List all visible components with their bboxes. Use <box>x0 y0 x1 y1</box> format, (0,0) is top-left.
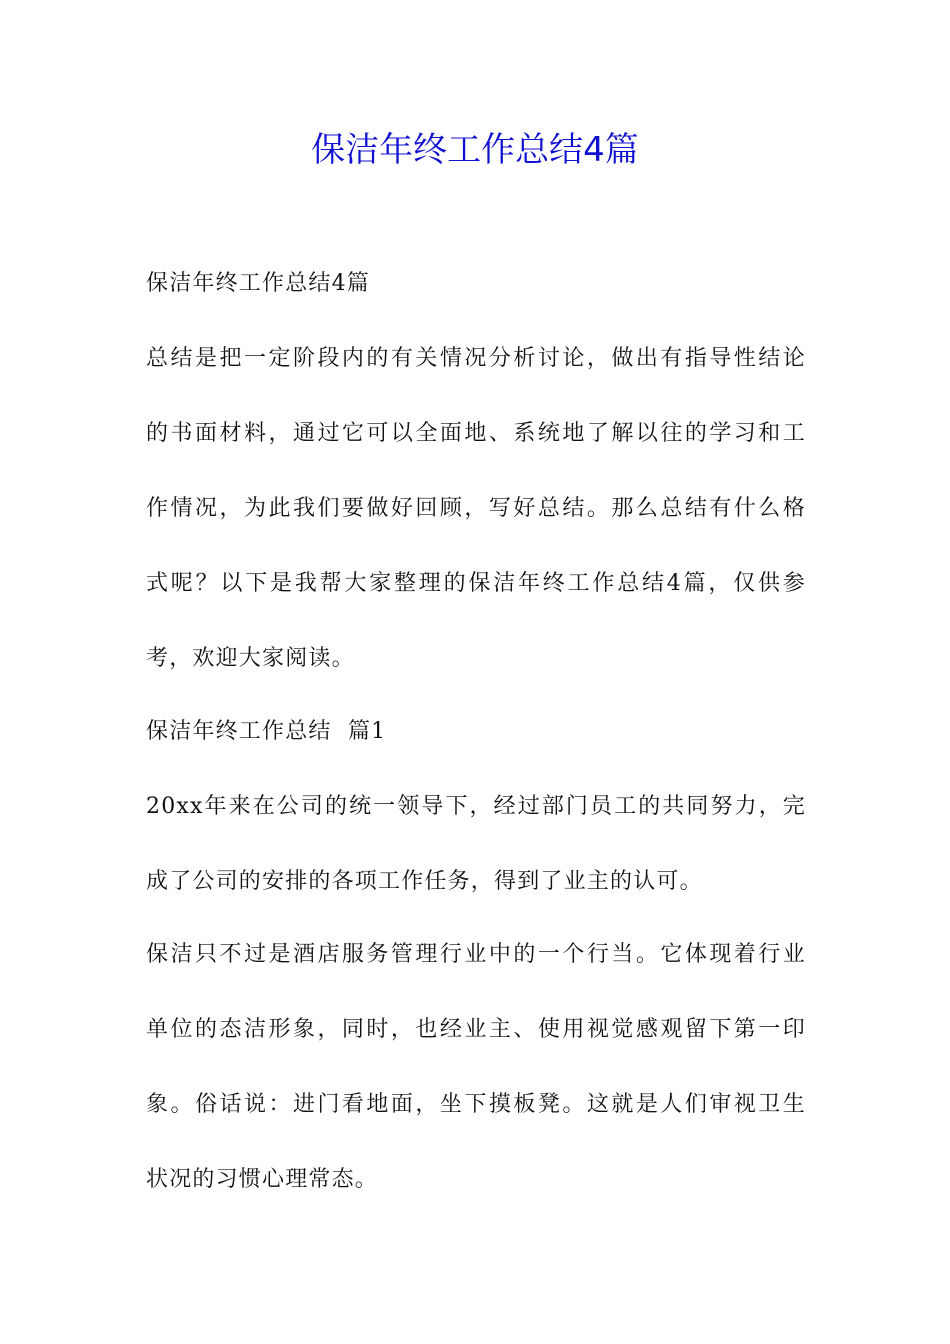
intro-line: 考，欢迎大家阅读。 <box>146 646 355 671</box>
intro-line: 总结是把一定阶段内的有关情况分析讨论，做出有指导性结论 <box>146 346 806 371</box>
paragraph-line: 象。俗话说：进门看地面，坐下摸板凳。这就是人们审视卫生 <box>146 1092 806 1117</box>
paragraph-line: 单位的态洁形象，同时，也经业主、使用视觉感观留下第一印 <box>146 1017 806 1042</box>
section-heading: 保洁年终工作总结 篇1 <box>146 719 387 744</box>
paragraph-line: 成了公司的安排的各项工作任务，得到了业主的认可。 <box>146 869 703 894</box>
paragraph-line: 状况的习惯心理常态。 <box>146 1167 379 1192</box>
paragraph-line: 20xx年来在公司的统一领导下，经过部门员工的共同努力，完 <box>146 794 806 819</box>
paragraph-line: 保洁只不过是酒店服务管理行业中的一个行当。它体现着行业 <box>146 942 806 967</box>
intro-line: 式呢？以下是我帮大家整理的保洁年终工作总结4篇，仅供参 <box>146 571 806 596</box>
intro-line: 的书面材料，通过它可以全面地、系统地了解以往的学习和工 <box>146 421 806 446</box>
document-title: 保洁年终工作总结4篇 <box>311 130 639 170</box>
document-subtitle: 保洁年终工作总结4篇 <box>146 271 370 296</box>
intro-line: 作情况，为此我们要做好回顾，写好总结。那么总结有什么格 <box>146 496 806 521</box>
